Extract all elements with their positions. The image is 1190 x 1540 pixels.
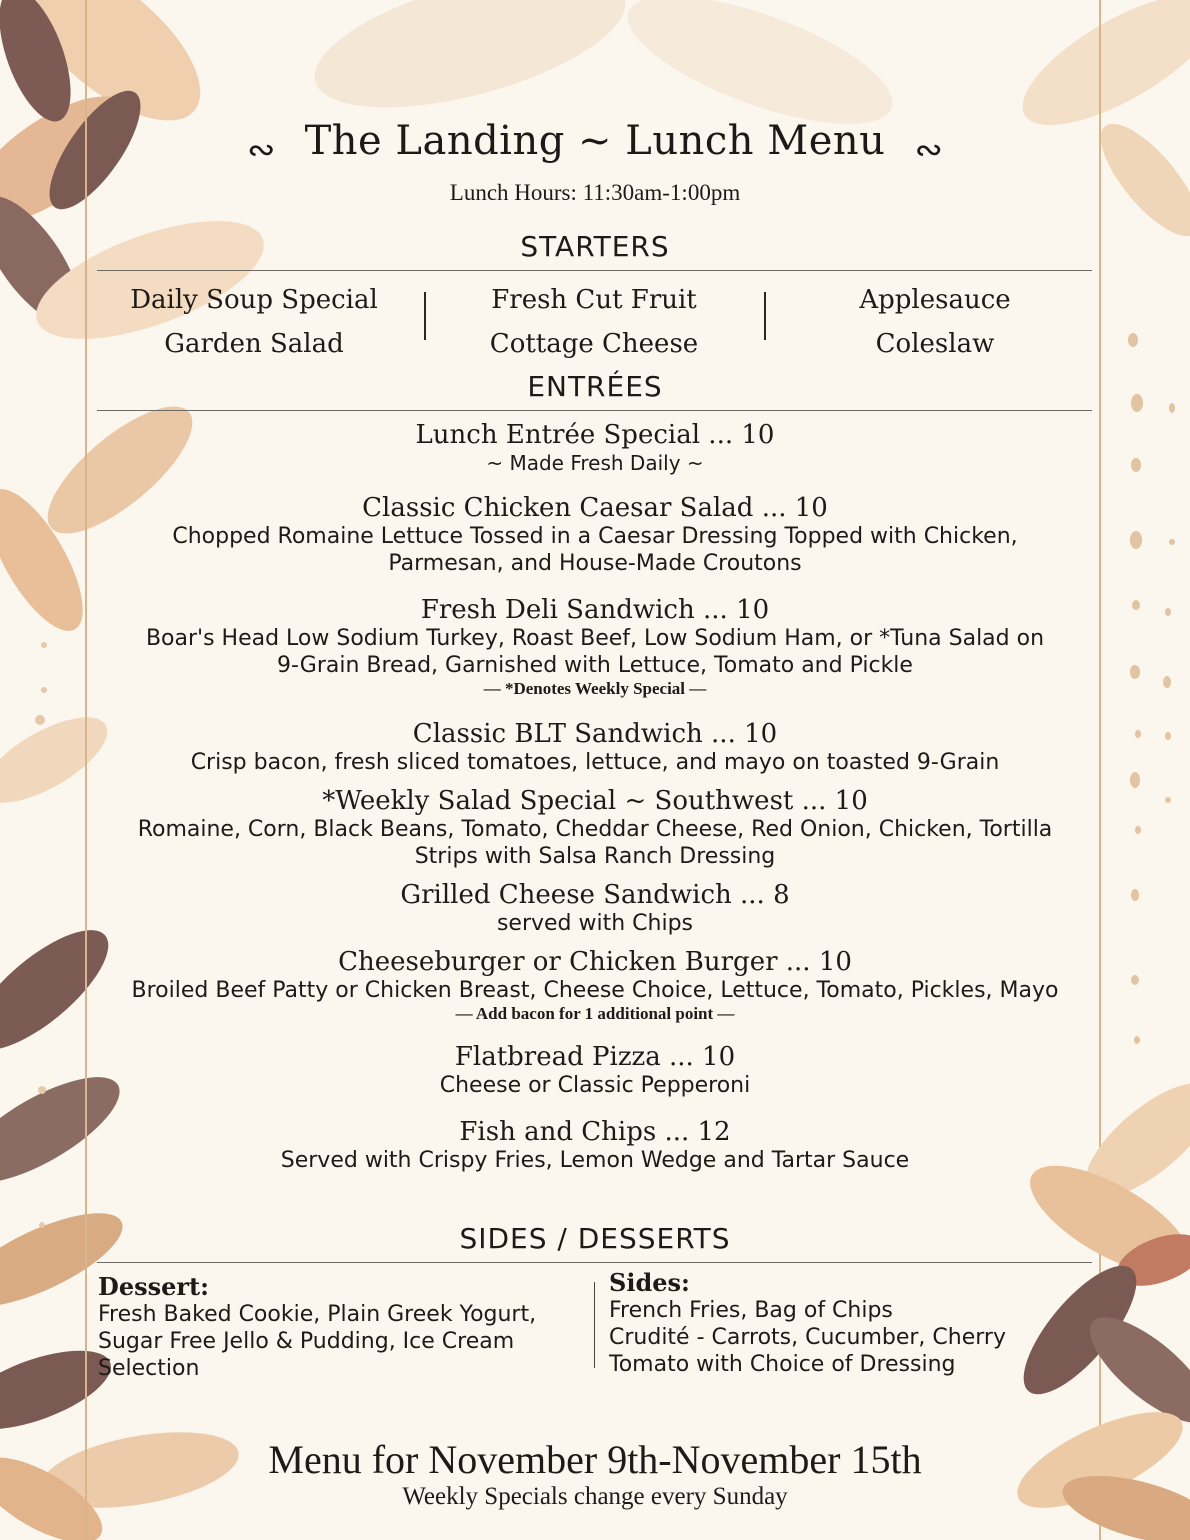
entree-description: ~ Made Fresh Daily ~ — [486, 451, 704, 475]
entree-description: Cheese or Classic Pepperoni — [439, 1073, 751, 1098]
entree-name: Classic BLT Sandwich ... 10 — [412, 719, 778, 749]
starters-rule — [97, 270, 1092, 271]
entree-item — [0, 420, 1190, 477]
starter-item: Daily Soup Special — [130, 285, 378, 315]
starters-divider — [764, 292, 766, 340]
starter-item: Coleslaw — [875, 329, 995, 359]
sides-line: Tomato with Choice of Dressing — [609, 1352, 956, 1377]
dessert-title: Dessert: — [98, 1272, 209, 1301]
entree-item — [0, 880, 1190, 937]
sides-line: French Fries, Bag of Chips — [609, 1298, 893, 1323]
menu-header — [0, 118, 1190, 170]
entree-item — [0, 786, 1190, 870]
starters-heading: STARTERS — [520, 230, 670, 263]
entree-note: — *Denotes Weekly Special — — [483, 679, 707, 698]
sides-list — [609, 1297, 1006, 1378]
entree-name: Fresh Deli Sandwich ... 10 — [420, 595, 770, 625]
entree-description: Boar's Head Low Sodium Turkey, Roast Beef, Low Sodium Ham, or *Tuna Salad on — [145, 626, 1045, 651]
menu-week-subtitle: Weekly Specials change every Sunday — [402, 1483, 788, 1510]
starter-item: Cottage Cheese — [489, 329, 699, 359]
dessert-line: Sugar Free Jello & Pudding, Ice Cream — [98, 1329, 515, 1354]
entree-description: served with Chips — [496, 911, 694, 936]
page-title: The Landing ~ Lunch Menu — [304, 118, 886, 164]
entree-description: Crisp bacon, fresh sliced tomatoes, lettuce, and mayo on toasted 9-Grain — [190, 750, 1000, 775]
entrees-heading: ENTRÉES — [527, 370, 663, 403]
entree-description: Strips with Salsa Ranch Dressing — [414, 844, 776, 869]
starter-item: Garden Salad — [164, 329, 344, 359]
dessert-list — [98, 1301, 536, 1382]
entree-description: Served with Crispy Fries, Lemon Wedge and Tartar Sauce — [280, 1148, 910, 1173]
starter-item: Fresh Cut Fruit — [491, 285, 697, 315]
entree-item — [0, 1042, 1190, 1099]
entrees-list — [0, 420, 1190, 1174]
sides-title: Sides: — [609, 1268, 690, 1297]
starters-column-1 — [89, 278, 419, 366]
entree-item — [0, 1117, 1190, 1174]
dessert-line: Fresh Baked Cookie, Plain Greek Yogurt, — [98, 1302, 537, 1327]
starters-column-3 — [770, 278, 1100, 366]
entree-description: 9-Grain Bread, Garnished with Lettuce, Tomato and Pickle — [277, 653, 913, 678]
menu-week-title: Menu for November 9th-November 15th — [268, 1437, 922, 1482]
starter-item: Applesauce — [859, 285, 1011, 315]
entree-description: Parmesan, and House-Made Croutons — [388, 551, 802, 576]
entrees-rule — [97, 410, 1092, 411]
lunch-hours: Lunch Hours: 11:30am-1:00pm — [449, 180, 741, 205]
sides-heading: SIDES / DESSERTS — [459, 1222, 731, 1255]
entree-note: — Add bacon for 1 additional point — — [455, 1004, 735, 1023]
entree-name: Grilled Cheese Sandwich ... 8 — [400, 880, 790, 910]
sides-line: Crudité - Carrots, Cucumber, Cherry — [609, 1325, 1006, 1350]
dessert-line: Selection — [98, 1356, 200, 1381]
entree-name: *Weekly Salad Special ~ Southwest ... 10 — [322, 786, 868, 816]
entree-item — [0, 595, 1190, 699]
entree-name: Classic Chicken Caesar Salad ... 10 — [362, 493, 828, 523]
entree-item — [0, 719, 1190, 776]
entree-name: Flatbread Pizza ... 10 — [454, 1042, 736, 1072]
entree-description: Broiled Beef Patty or Chicken Breast, Cheese Choice, Lettuce, Tomato, Pickles, Mayo — [131, 978, 1059, 1003]
sides-rule — [97, 1262, 1092, 1263]
entree-name: Cheeseburger or Chicken Burger ... 10 — [338, 947, 852, 977]
entree-description: Chopped Romaine Lettuce Tossed in a Caesar Dressing Topped with Chicken, — [172, 524, 1018, 549]
starters-divider — [424, 292, 426, 340]
starters-column-2 — [429, 278, 759, 366]
entree-name: Fish and Chips ... 12 — [459, 1117, 731, 1147]
entree-description: Romaine, Corn, Black Beans, Tomato, Cheddar Cheese, Red Onion, Chicken, Tortilla — [137, 817, 1053, 842]
entree-item — [0, 493, 1190, 577]
sides-divider — [594, 1282, 595, 1368]
entree-name: Lunch Entrée Special ... 10 — [415, 420, 775, 450]
flourish-left-icon: ∾ — [246, 129, 276, 170]
entree-item — [0, 947, 1190, 1024]
flourish-right-icon: ∾ — [914, 129, 943, 170]
